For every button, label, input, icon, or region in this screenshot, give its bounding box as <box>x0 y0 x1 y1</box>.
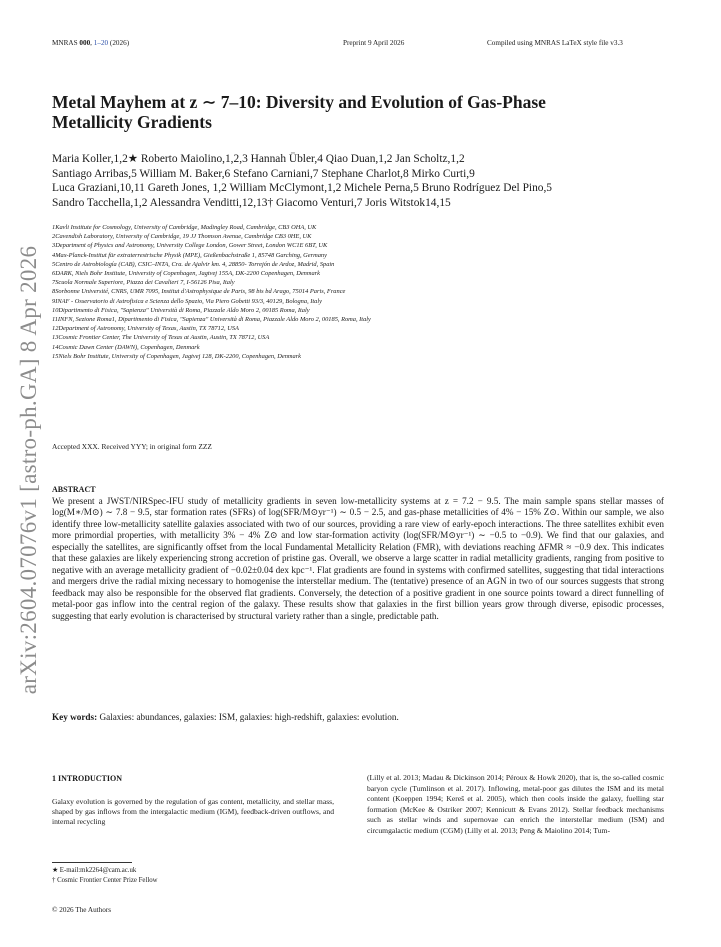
paper-title: Metal Mayhem at z ∼ 7–10: Diversity and Evolution of Gas-Phase Metallicity Gradients <box>52 92 546 132</box>
running-header-left: MNRAS 000, 1–20 (2026) <box>52 39 130 47</box>
affiliation: 10Dipartimento di Fisica, "Sapienza" Università di Roma, Piazzale Aldo Moro 2, 00185 Roma, Italy <box>52 306 310 314</box>
running-header-right: Compiled using MNRAS LaTeX style file v3.3 <box>487 39 623 47</box>
affiliation: 4Max-Planck-Institut für extraterrestrische Physik (MPE), Gießenbachstraße 1, 85748 Garching, Germany <box>52 251 327 259</box>
arxiv-stamp: arXiv:2604.07076v1 [astro-ph.GA] 8 Apr 2026 <box>16 245 41 695</box>
keywords-label: Key words: <box>52 712 98 722</box>
author-line: Santiago Arribas,5 William M. Baker,6 Stefano Carniani,7 Stephane Charlot,8 Mirko Curti,9 <box>52 167 475 180</box>
affiliation: 13Cosmic Frontier Center, The University of Texas at Austin, Austin, TX 78712, USA <box>52 334 270 342</box>
footnote-fellow: † Cosmic Frontier Center Prize Fellow <box>52 877 158 884</box>
affiliation: 7Scuola Normale Superiore, Piazza dei Cavalieri 7, I-56126 Pisa, Italy <box>52 279 235 287</box>
affiliation: 9INAF - Osservatorio di Astrofisica e Scienza dello Spazio, Via Piero Gobetti 93/3, 40129, Bologna, Italy <box>52 297 322 305</box>
affiliation: 11INFN, Sezione Roma1, Dipartimento di Fisica, "Sapienza" Università di Roma, Piazzale Aldo Moro 2, 00185, Roma, Italy <box>52 316 371 324</box>
affiliation: 6DARK, Niels Bohr Institute, University of Copenhagen, Jagtvej 155A, DK-2200 Copenhagen, Denmark <box>52 270 321 278</box>
abstract-text: We present a JWST/NIRSpec-IFU study of metallicity gradients in seven low-metallicity systems at z = 7.2 − 9.5. The main sample spans stellar masses of log(M∗/M⊙) ∼ 7.8 − 9.5, star formation rates (SFRs) of log(SFR/M⊙yr⁻¹) ∼ 0.5 − 2.5, and gas-phase metallicities of 4% − 15% Z⊙. Within our sample, we also identify three low-metallicity satellite galaxies associated with two of our sources, providing a rare view of early-epoch interactions. The three satellites exhibit even more primordial properties, with metallicity 3% − 4% Z⊙ and low star-formation activity (log(SFR/M⊙yr⁻¹) ∼ −0.5 to −0.9). We find that our galaxies, and especially the satellites, are significantly offset from the local Fundamental Metallicity Relation (FMR), with deviations reaching ΔFMR ≈ −0.9 dex. This indicates that these galaxies are likely experiencing strong accretion of pristine gas. Overall, we observe a large scatter in radial metallicity gradients, ranging from positive to negative with an average metallicity gradient of −0.02±0.04 dex kpc⁻¹. Flat gradients are found in systems with confirmed satellites, suggesting that tidal interactions and mergers drive the radial mixing necessary to homogenise the interstellar medium. The (tentative) presence of an AGN in two of our sources suggests that strong feedback may also be responsible for the observed flat gradients. Conversely, the detection of a positive gradient in one source points toward a direct funnelling of metal-poor gas inflow into the central region of the galaxy. These results show that galaxies in the first billion years grow through diverse, episodic processes, suggesting that early evolution is characterised by structural variety rather than a single, predictable path. <box>52 496 664 621</box>
intro-column-right <box>367 773 664 836</box>
affiliation: 12Department of Astronomy, University of Texas, Austin, TX 78712, USA <box>52 325 239 333</box>
affiliation: 5Centro de Astrobiología (CAB), CSIC–INTA, Cra. de Ajalvir km. 4, 28850- Torrejón de Ardoz, Madrid, Spain <box>52 260 335 268</box>
accepted-line: Accepted XXX. Received YYY; in original form ZZZ <box>52 442 212 451</box>
page-range-link[interactable]: 1–20 <box>93 39 109 47</box>
affiliation: 2Cavendish Laboratory, University of Cambridge, 19 JJ Thomson Avenue, Cambridge CB3 0HE, UK <box>52 233 312 241</box>
author-line: Luca Graziani,10,11 Gareth Jones, 1,2 William McClymont,1,2 Michele Perna,5 Bruno Rodríguez Del Pino,5 <box>52 182 552 195</box>
copyright: © 2026 The Authors <box>52 906 112 914</box>
affiliation-list <box>52 223 682 361</box>
author-line: Sandro Tacchella,1,2 Alessandra Venditti,12,13† Giacomo Venturi,7 Joris Witstok14,15 <box>52 196 451 209</box>
author-line: Maria Koller,1,2★ Roberto Maiolino,1,2,3 Hannah Übler,4 Qiao Duan,1,2 Jan Scholtz,1,2 <box>52 153 465 165</box>
keywords <box>52 712 664 722</box>
footnote-email: ★ E-mail:mk2264@cam.ac.uk <box>52 867 137 874</box>
author-list <box>52 152 682 210</box>
abstract-heading: ABSTRACT <box>52 485 96 494</box>
intro-right-text: (Lilly et al. 2013; Madau & Dickinson 2014; Péroux & Howk 2020), that is, the so-called cosmic baryon cycle (Tumlinson et al. 2017). Inflowing, metal-poor gas dilutes the ISM and its metal content (Koeppen 1994; Kereš et al. 2005), which then cools inside the galaxy, fuelling star formation (McKee & Ostriker 2007; Kennicutt & Evans 2012). Stellar feedback mechanisms such as stellar winds and supernovae can enrich the interstellar medium (ISM) and circumgalactic medium (CGM) (Lilly et al. 2013; Peng & Maiolino 2014; Tum- <box>367 773 664 835</box>
footnote-rule <box>52 862 132 863</box>
affiliation: 3Department of Physics and Astronomy, University College London, Gower Street, London WC1E 6BT, UK <box>52 242 328 250</box>
section-heading: 1 INTRODUCTION <box>52 774 123 783</box>
affiliation: 1Kavli Institute for Cosmology, University of Cambridge, Madingley Road, Cambridge, CB3 OHA, UK <box>52 224 317 231</box>
affiliation: 14Cosmic Dawn Center (DAWN), Copenhagen, Denmark <box>52 343 200 351</box>
affiliation: 8Sorbonne Université, CNRS, UMR 7095, Institut d'Astrophysique de Paris, 98 bis bd Arago, 75014 Paris, France <box>52 288 346 296</box>
intro-column-left: Galaxy evolution is governed by the regulation of gas content, metallicity, and stellar mass, shaped by gas inflows from the intergalactic medium (IGM), feedback-driven outflows, and internal recycling <box>52 797 334 827</box>
affiliation: 15Niels Bohr Institute, University of Copenhagen, Jagtvej 128, DK-2200, Copenhagen, Denmark <box>52 352 302 360</box>
running-header-center: Preprint 9 April 2026 <box>343 39 405 47</box>
keywords-list: Galaxies: abundances, galaxies: ISM, galaxies: high-redshift, galaxies: evolution. <box>99 712 399 722</box>
